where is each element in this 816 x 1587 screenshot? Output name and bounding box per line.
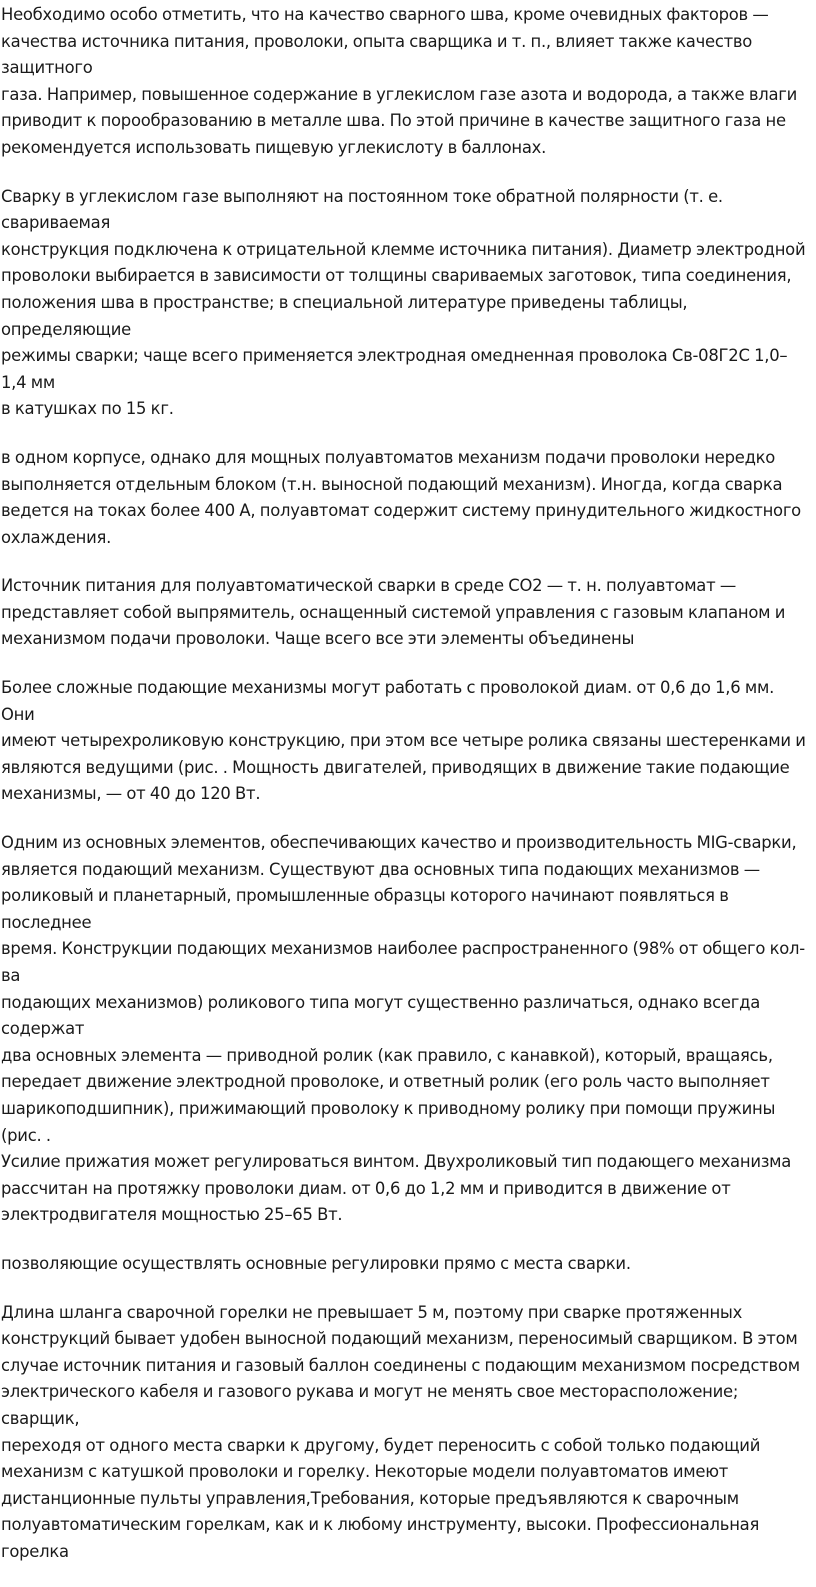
paragraph-torch-hose-length: Длина шланга сварочной горелки не превышает 5 м, поэтому при сварке протяженных конструкций бывает удобен выносной подающий механизм, переносимый сварщиком. В этом случае источник питания и газовый баллон соединены с подающим механизмом посредством электрического кабеля и газового рукава и могут не менять свое месторасположение; сварщик, переходя от одного места сварки к другому, будет переносить с собой только подающий механизм с катушкой проволоки и горелку. Некоторые модели полуавтоматов имеют дистанционные пульты управления,Требования, которые предъявляются к сварочным полуавтоматическим горелкам, как и к любому инструменту, высоки. Профессиональная горелка bbox=[1, 1302, 800, 1561]
paragraph-feed-mechanism-types: Одним из основных элементов, обеспечивающих качество и производительность MIG-сварки, является подающий механизм. Существуют два основных типа подающих механизмов — роликовый и планетарный, промышленные образцы которого начинают появляться в последнее время. Конструкции подающих механизмов наиболее распространенного (98% от общего кол-ва подающих механизмов) роликового типа могут существенно различаться, однако всегда содержат два основных элемента — приводной ролик (как правило, с канавкой), который, вращаясь, передает движение электродной проволоке, и ответный ролик (его роль часто выполняет шарикоподшипник), прижимающий проволоку к приводному ролику при помощи пружины (рис. . Усилие прижатия может регулироваться винтом. Двухроликовый тип подающего механизма рассчитан на протяжку проволоки диам. от 0,6 до 1,2 мм и приводится в движение от электродвигателя мощностью 25–65 Вт. bbox=[1, 833, 805, 1225]
paragraph-remote-adjustment: позволяющие осуществлять основные регулировки прямо с места сварки. bbox=[1, 1253, 631, 1273]
paragraph-wire-feeder-unit: в одном корпусе, однако для мощных полуавтоматов механизм подачи проволоки нередко выполняется отдельным блоком (т.н. выносной подающий механизм). Иногда, когда сварка ведется на токах более 400 А, полуавтомат содержит систему принудительного жидкостного охлаждения. bbox=[1, 447, 801, 547]
paragraph-four-roller-feeder: Более сложные подающие механизмы могут работать с проволокой диам. от 0,6 до 1,6 мм. Они имеют четырехроликовую конструкцию, при этом все четыре ролика связаны шестеренками и являются ведущими (рис. . Мощность двигателей, приводящих в движение такие подающие механизмы, — от 40 до 120 Вт. bbox=[1, 678, 806, 804]
paragraph-co2-welding-polarity: Сварку в углекислом газе выполняют на постоянном токе обратной полярности (т. е. свариваемая конструкция подключена к отрицательной клемме источника питания). Диаметр электродной проволоки выбирается в зависимости от толщины свариваемых заготовок, типа соединения, положения шва в пространстве; в специальной литературе приведены таблицы, определяющие режимы сварки; чаще всего применяется электродная омедненная проволока Св-08Г2С 1,0–1,4 мм в катушках по 15 кг. bbox=[1, 186, 806, 419]
paragraph-shielding-gas-quality: Необходимо особо отметить, что на качество сварного шва, кроме очевидных факторов — качества источника питания, проволоки, опыта сварщика и т. п., влияет также качество защитного газа. Например, повышенное содержание в углекислом газе азота и водорода, а также влаги приводит к порообразованию в металле шва. По этой причине в качестве защитного газа не рекомендуется использовать пищевую углекислоту в баллонах. bbox=[1, 5, 798, 157]
paragraph-power-source: Источник питания для полуавтоматической сварки в среде СО2 — т. н. полуавтомат — представляет собой выпрямитель, оснащенный системой управления с газовым клапаном и механизмом подачи проволоки. Чаще всего все эти элементы объединены bbox=[1, 576, 786, 649]
